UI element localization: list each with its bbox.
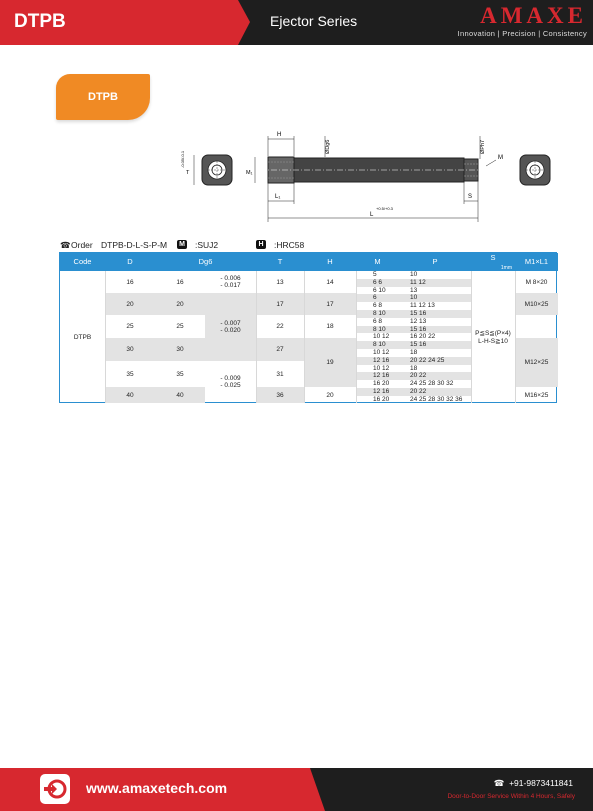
t-cell: 17 xyxy=(256,293,304,315)
m-value: 8 10 xyxy=(373,325,386,333)
p-value: 24 25 28 30 32 36 xyxy=(410,395,463,403)
header-h: H xyxy=(304,253,356,271)
h-cell: 18 xyxy=(326,323,334,330)
p-value: 18 xyxy=(410,349,418,356)
header-s xyxy=(471,253,515,271)
m-value: 8 10 xyxy=(373,341,386,349)
m-value: 10 12 xyxy=(373,349,390,356)
footer-bar xyxy=(0,768,593,811)
dg6-dim-label: ØDg6 xyxy=(325,139,331,154)
tolerance-cell xyxy=(205,293,256,361)
m1l1-cell: M10×25 xyxy=(515,293,558,315)
h-cell: 17 xyxy=(304,293,356,315)
header-d: D xyxy=(105,253,155,271)
l-dim-label: L xyxy=(370,212,374,218)
p-value: 20 22 xyxy=(410,372,427,380)
t-cell: 31 xyxy=(276,370,284,378)
tolerance-upper: - 0.006 xyxy=(220,275,241,282)
header-m1l1: M1×L1 xyxy=(515,253,558,271)
tolerance-cell xyxy=(205,271,256,293)
service-note: Door-to-Door Service Within 4 Hours, Safely xyxy=(447,793,575,800)
series-title: Ejector Series xyxy=(270,13,358,29)
p-value: 15 16 xyxy=(410,341,427,349)
dg6-cell: 30 xyxy=(155,338,205,361)
m-value: 8 10 xyxy=(373,310,386,317)
m-value: 12 16 xyxy=(373,372,390,380)
header-code: Code xyxy=(60,253,105,271)
p-value: 11 12 xyxy=(410,278,426,286)
m-value: 10 12 xyxy=(373,364,390,372)
m-value: 16 20 xyxy=(373,395,390,403)
col-divider xyxy=(304,271,305,403)
col-divider xyxy=(256,271,257,403)
p-value: 20 22 xyxy=(410,388,427,395)
p-value: 10 xyxy=(410,271,418,278)
d-cell: 16 xyxy=(126,278,134,286)
t-dim-label: T xyxy=(186,170,190,176)
d-cell: 30 xyxy=(105,338,155,361)
s-rule-1: P≦S≦(P×4) xyxy=(475,330,511,337)
dg6-cell: 16 xyxy=(176,278,184,286)
m-value: 6 xyxy=(373,294,377,302)
p-value: 15 16 xyxy=(410,325,427,333)
brand-logo xyxy=(437,3,587,38)
p-value: 24 25 28 30 32 xyxy=(410,380,454,388)
p-value: 16 20 22 xyxy=(410,333,436,341)
m-value: 10 12 xyxy=(373,333,390,341)
header-t: T xyxy=(256,253,304,271)
header-s-unit: 1mm xyxy=(500,265,512,271)
header-s-label: S xyxy=(490,253,496,262)
p-value: 18 xyxy=(410,364,418,372)
h-cell: 14 xyxy=(326,278,334,286)
m1l1-cell: M16×25 xyxy=(524,391,549,399)
web-icon xyxy=(40,774,70,804)
m-value: 16 20 xyxy=(373,380,390,388)
order-label: Order xyxy=(71,240,93,250)
m-value: 6 6 xyxy=(373,278,383,286)
header-dg6: Dg6 xyxy=(155,253,256,271)
t-tolerance-label: -0.05/-0.1 xyxy=(180,150,185,168)
left-end-view xyxy=(180,150,232,185)
m1-dim-label: M₁ xyxy=(246,170,253,176)
product-badge xyxy=(56,74,150,120)
m1l1-cell: M 8×20 xyxy=(525,278,548,286)
phone-icon: ☎ xyxy=(60,240,71,250)
p-value: 13 xyxy=(410,286,418,294)
page-title: DTPB xyxy=(14,11,66,32)
order-code: DTPB-D-L-S-P-M xyxy=(101,240,168,250)
s-dim-label: S xyxy=(468,194,473,200)
header-m: M xyxy=(356,253,399,271)
tolerance-lower: - 0.020 xyxy=(220,327,241,334)
m1l1-cell: M12×25 xyxy=(515,338,558,387)
phone-number[interactable]: ☎ +91-9873411841 xyxy=(493,778,573,788)
m-dim-label: M xyxy=(498,155,503,161)
t-cell: 36 xyxy=(256,387,304,403)
p-value: 20 22 24 25 xyxy=(410,356,445,364)
h-cell: 19 xyxy=(304,338,356,387)
s-rule-cell xyxy=(471,271,515,403)
spec-table xyxy=(59,252,557,403)
pin-body xyxy=(260,157,486,183)
t-cell: 13 xyxy=(276,278,284,286)
phone-number-text: +91-9873411841 xyxy=(509,778,573,788)
d-cell: 25 xyxy=(126,323,134,330)
m-value: 12 16 xyxy=(373,356,390,364)
m-value: 5 xyxy=(373,271,377,278)
d-cell: 40 xyxy=(105,387,155,403)
p-value: 15 16 xyxy=(410,310,427,317)
m-value: 12 16 xyxy=(373,388,390,395)
material-value: :SUJ2 xyxy=(195,240,219,250)
tolerance-upper: - 0.007 xyxy=(220,320,241,327)
dg6-cell: 25 xyxy=(176,323,184,330)
tolerance-cell xyxy=(205,361,256,403)
col-divider xyxy=(471,271,472,403)
col-divider xyxy=(105,271,106,403)
tolerance-lower: - 0.025 xyxy=(220,382,241,389)
col-divider xyxy=(515,271,516,403)
h-cell: 20 xyxy=(326,391,334,399)
p-value: 12 13 xyxy=(410,317,427,325)
t-cell: 22 xyxy=(276,323,284,330)
website-link[interactable]: www.amaxetech.com xyxy=(86,780,228,796)
dg6-cell: 20 xyxy=(155,293,205,315)
t-cell: 27 xyxy=(256,338,304,361)
product-badge-label: DTPB xyxy=(88,91,118,103)
tolerance-lower: - 0.017 xyxy=(220,282,241,289)
s-rule-2: L-H-S≧10 xyxy=(478,338,508,345)
l-tolerance-label: +0.5/+0.3 xyxy=(376,206,393,211)
h-dim-label: H xyxy=(277,132,282,138)
l1-dim-label: L₁ xyxy=(275,194,281,200)
right-end-view xyxy=(520,155,550,185)
m1l1-empty-cell xyxy=(515,315,558,338)
header-bar xyxy=(0,0,593,45)
col-divider xyxy=(356,271,357,403)
code-cell: DTPB xyxy=(73,333,92,341)
m-value: 6 10 xyxy=(373,286,386,294)
m-value: 6 8 xyxy=(373,302,383,310)
ejector-drawing xyxy=(180,124,560,230)
dg6-cell: 40 xyxy=(155,387,205,403)
d-cell: 20 xyxy=(105,293,155,315)
p-value: 11 12 13 xyxy=(410,302,435,310)
p-value: 10 xyxy=(410,294,418,302)
ph7-dim-label: ØPh7 xyxy=(480,139,486,154)
m-value: 6 8 xyxy=(373,317,383,325)
hardness-value: :HRC58 xyxy=(274,240,305,250)
header-p: P xyxy=(399,253,471,271)
d-cell: 35 xyxy=(126,370,134,378)
dg6-cell: 35 xyxy=(176,370,184,378)
brand-name: AMAXE xyxy=(480,3,587,28)
brand-tagline: Innovation | Precision | Consistency xyxy=(457,29,587,38)
tolerance-upper: - 0.009 xyxy=(220,375,241,382)
